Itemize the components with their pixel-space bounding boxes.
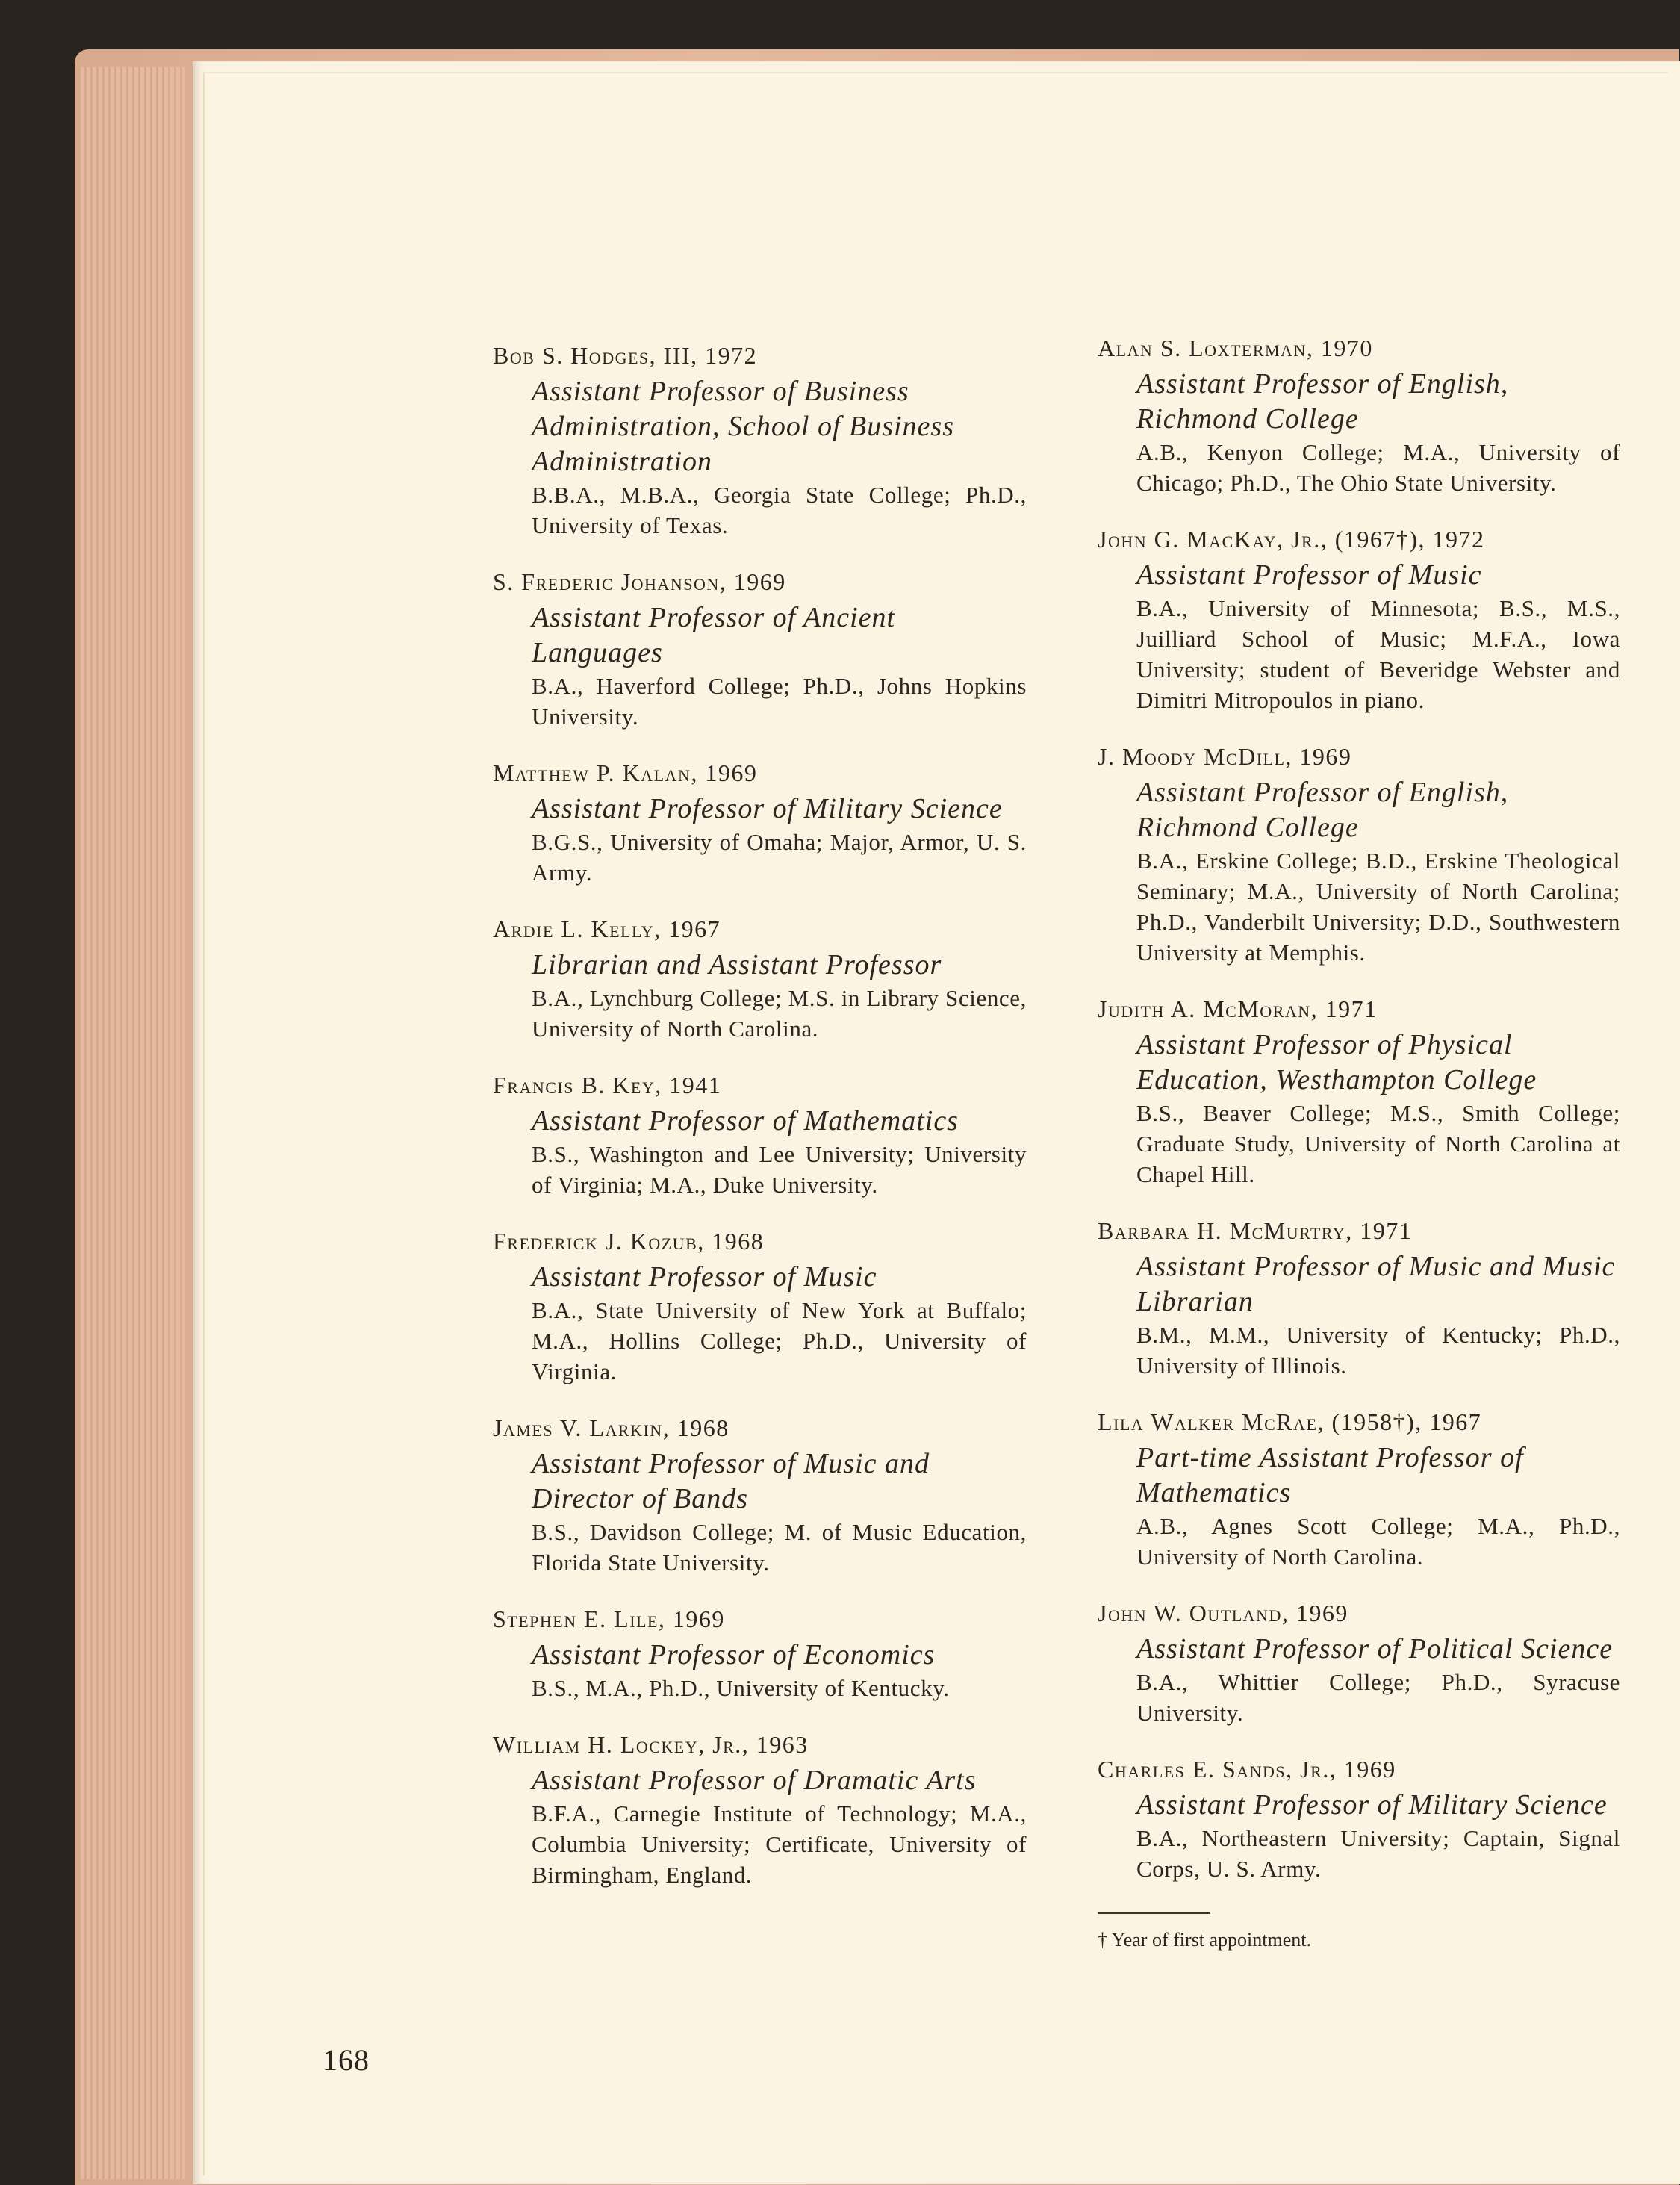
faculty-title: Assistant Professor of Economics — [532, 1639, 936, 1670]
faculty-entry — [1098, 1597, 1620, 1728]
faculty-entry — [1098, 1406, 1620, 1572]
faculty-entry — [1098, 1215, 1620, 1381]
faculty-title: Assistant Professor of Physical Education, Westhampton College — [1136, 1029, 1537, 1095]
faculty-title: Assistant Professor of Military Science — [532, 793, 1003, 824]
faculty-title: Assistant Professor of Political Science — [1136, 1633, 1614, 1665]
faculty-name: Alan S. Loxterman, 1970 — [1098, 335, 1373, 361]
faculty-name: Ardie L. Kelly, 1967 — [493, 916, 721, 942]
faculty-entry — [1098, 523, 1620, 715]
faculty-name: J. Moody McDill, 1969 — [1098, 743, 1352, 770]
faculty-title: Assistant Professor of Music — [532, 1261, 877, 1293]
footnote-rule — [1098, 1912, 1210, 1914]
faculty-entry — [493, 913, 1027, 1044]
faculty-degrees: B.S., Washington and Lee University; University of Virginia; M.A., Duke University. — [532, 1141, 1027, 1198]
footnote: † Year of first appointment. — [1098, 1929, 1311, 1951]
faculty-title: Assistant Professor of Music and Director of Bands — [532, 1448, 930, 1514]
faculty-degrees: B.B.A., M.B.A., Georgia State College; Ph.D., University of Texas. — [532, 482, 1027, 538]
faculty-title: Assistant Professor of Ancient Languages — [532, 602, 896, 668]
faculty-name: Francis B. Key, 1941 — [493, 1072, 722, 1098]
faculty-degrees: B.S., Beaver College; M.S., Smith College; Graduate Study, University of North Carolina at Chapel Hill. — [1136, 1100, 1620, 1187]
faculty-entry — [493, 1603, 1027, 1703]
faculty-title: Part-time Assistant Professor of Mathematics — [1136, 1442, 1524, 1508]
faculty-name: Bob S. Hodges, III, 1972 — [493, 342, 758, 369]
faculty-name: Barbara H. McMurtry, 1971 — [1098, 1217, 1413, 1244]
faculty-title: Assistant Professor of English, Richmond College — [1136, 368, 1509, 435]
faculty-name: Matthew P. Kalan, 1969 — [493, 759, 758, 786]
faculty-entry — [1098, 993, 1620, 1190]
faculty-entry — [493, 1069, 1027, 1200]
faculty-degrees: B.A., Haverford College; Ph.D., Johns Hopkins University. — [532, 673, 1027, 730]
faculty-entry — [493, 340, 1027, 541]
faculty-name: James V. Larkin, 1968 — [493, 1414, 729, 1441]
faculty-name: John W. Outland, 1969 — [1098, 1600, 1348, 1626]
faculty-entry — [493, 757, 1027, 888]
faculty-name: Frederick J. Kozub, 1968 — [493, 1228, 765, 1255]
faculty-degrees: B.A., Whittier College; Ph.D., Syracuse University. — [1136, 1669, 1620, 1726]
faculty-degrees: A.B., Kenyon College; M.A., University of Chicago; Ph.D., The Ohio State University. — [1136, 439, 1620, 496]
faculty-title: Assistant Professor of Business Administration, School of Business Administration — [532, 376, 954, 477]
faculty-title: Assistant Professor of English, Richmond College — [1136, 777, 1509, 843]
faculty-degrees: B.G.S., University of Omaha; Major, Armor, U. S. Army. — [532, 829, 1027, 886]
faculty-name: Stephen E. Lile, 1969 — [493, 1606, 725, 1632]
faculty-title: Assistant Professor of Music and Music Librarian — [1136, 1251, 1616, 1317]
faculty-name: Lila Walker McRae, (1958†), 1967 — [1098, 1408, 1482, 1435]
faculty-entry — [493, 566, 1027, 732]
faculty-title: Assistant Professor of Music — [1136, 559, 1482, 591]
faculty-degrees: B.A., State University of New York at Buffalo; M.A., Hollins College; Ph.D., University of Virginia. — [532, 1297, 1027, 1384]
faculty-entry — [1098, 332, 1620, 498]
faculty-entry — [493, 1729, 1027, 1890]
faculty-name: John G. MacKay, Jr., (1967†), 1972 — [1098, 526, 1485, 553]
page-stack-lines — [81, 67, 185, 2179]
faculty-title: Librarian and Assistant Professor — [532, 949, 942, 980]
faculty-degrees: B.M., M.M., University of Kentucky; Ph.D., University of Illinois. — [1136, 1322, 1620, 1379]
faculty-entry — [1098, 1753, 1620, 1884]
faculty-degrees: B.S., M.A., Ph.D., University of Kentucky. — [532, 1675, 950, 1701]
faculty-entry — [1098, 741, 1620, 968]
faculty-name: William H. Lockey, Jr., 1963 — [493, 1731, 809, 1758]
faculty-name: S. Frederic Johanson, 1969 — [493, 568, 786, 595]
faculty-title: Assistant Professor of Dramatic Arts — [532, 1765, 977, 1796]
faculty-title: Assistant Professor of Military Science — [1136, 1789, 1608, 1821]
faculty-name: Charles E. Sands, Jr., 1969 — [1098, 1756, 1396, 1782]
faculty-name: Judith A. McMoran, 1971 — [1098, 995, 1378, 1022]
faculty-degrees: B.A., Lynchburg College; M.S. in Library Science, University of North Carolina. — [532, 985, 1027, 1042]
right-column — [1098, 332, 1620, 1909]
faculty-degrees: B.A., University of Minnesota; B.S., M.S., Juilliard School of Music; M.F.A., Iowa University; student of Beveridge Webster and Dimitri Mitropoulos in piano. — [1136, 595, 1620, 713]
faculty-entry — [493, 1412, 1027, 1578]
faculty-title: Assistant Professor of Mathematics — [532, 1105, 959, 1137]
faculty-degrees: B.A., Erskine College; B.D., Erskine Theological Seminary; M.A., University of North Carolina; Ph.D., Vanderbilt University; D.D., Southwestern University at Memphis. — [1136, 848, 1620, 966]
faculty-degrees: B.A., Northeastern University; Captain, Signal Corps, U. S. Army. — [1136, 1825, 1620, 1882]
faculty-degrees: A.B., Agnes Scott College; M.A., Ph.D., University of North Carolina. — [1136, 1513, 1620, 1570]
page-number: 168 — [323, 2043, 370, 2077]
faculty-degrees: B.F.A., Carnegie Institute of Technology; M.A., Columbia University; Certificate, University of Birmingham, England. — [532, 1800, 1027, 1888]
faculty-degrees: B.S., Davidson College; M. of Music Education, Florida State University. — [532, 1519, 1027, 1576]
left-column — [493, 340, 1027, 1915]
faculty-entry — [493, 1225, 1027, 1387]
